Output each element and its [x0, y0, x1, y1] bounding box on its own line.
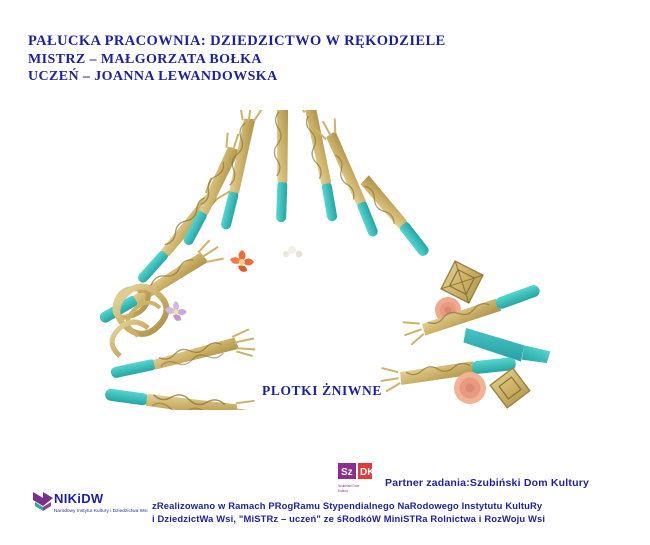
harvest-braids-illustration [70, 110, 590, 410]
header-student-line: UCZEŃ – JOANNA LEWANDOWSKA [28, 69, 278, 85]
artwork-caption: PLOTKI ŻNIWNE [262, 383, 382, 398]
funding-line-1: zRealizowano w Ramach PRogRamu Stypendialnego NaRodowego Instytutu KultuRy [152, 500, 543, 511]
orange-flower [230, 250, 254, 272]
braid-wand [104, 380, 258, 410]
svg-text:DK: DK [360, 467, 375, 478]
braid-wand [108, 329, 257, 386]
funding-info [152, 499, 642, 526]
svg-text:Szubiński Dom: Szubiński Dom [338, 484, 360, 488]
white-bead-cluster [283, 246, 302, 257]
svg-text:Kultury: Kultury [338, 489, 348, 493]
braid-wand [266, 110, 293, 222]
szdk-logo-icon [338, 463, 382, 497]
rose-flower [454, 372, 486, 404]
funding-line-2: i DziedzictWa Wsi, "MiSTRz – uczeń" ze śRodkóW MiniSTRa Rolnictwa i RozWoju Wsi [152, 513, 546, 525]
poster-footer [0, 455, 650, 545]
artwork-photo [70, 110, 590, 410]
header-master-line: MISTRZ – MAŁGORZATA BOŁKA [28, 51, 262, 67]
szdk-logo [338, 463, 382, 497]
svg-text:Sz: Sz [341, 467, 353, 478]
braid-wand [296, 110, 340, 224]
poster-header [28, 32, 446, 86]
nikidw-wordmark: NIKiDW [54, 491, 104, 506]
nikidw-subtitle: Narodowy Instytut Kultury i Dziedzictwa Wsi [54, 508, 148, 513]
header-title-line: PAŁUCKA PRACOWNIA: DZIEDZICTWO W RĘKODZIELE [28, 33, 446, 49]
partner-line: Partner zadania:Szubiński Dom Kultury [385, 477, 590, 489]
nikidw-mark-icon [30, 489, 56, 519]
